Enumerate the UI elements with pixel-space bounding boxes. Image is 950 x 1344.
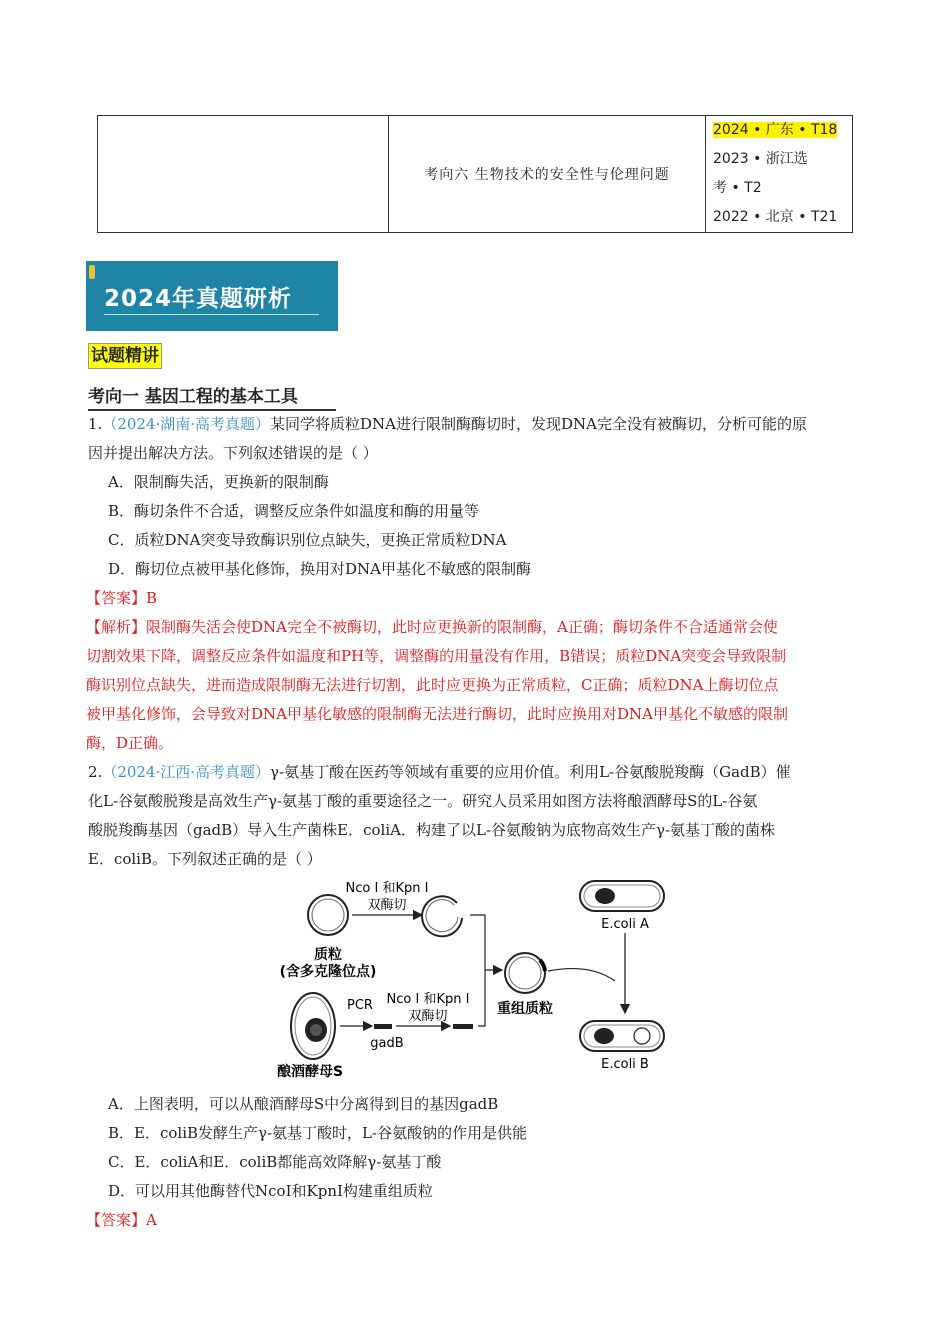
question-2-stem-cont: E．coliB。下列叙述正确的是（ ） — [88, 850, 322, 868]
analysis-line: 【解析】限制酶失活会使DNA完全不被酶切，此时应更换新的限制酶，A正确；酶切条件不合适通常会使 — [86, 618, 778, 636]
gene-cloning-diagram — [270, 873, 690, 1083]
plasmid-label: 质粒 — [314, 947, 342, 963]
question-1-stem-cont: 因并提出解决方法。下列叙述错误的是（ ） — [88, 444, 378, 462]
question-2-stem-cont: 酸脱羧酶基因（gadB）导入生产菌株E．coliA．构建了以L-谷氨酸钠为底物高效生产γ-氨基丁酸的菌株 — [88, 821, 776, 839]
source-line: 2023 • 浙江选 — [713, 151, 808, 167]
analysis-line: 切割效果下降，调整反应条件如温度和PH等，调整酶的用量没有作用，B错误；质粒DNA突变会导致限制 — [86, 647, 787, 665]
table-cell-topic: 考向六 生物技术的安全性与伦理问题 — [389, 116, 706, 233]
table-cell-empty — [98, 116, 389, 233]
yeast-label: 酿酒酵母S — [276, 1064, 344, 1080]
ecoli-b-icon — [580, 1021, 664, 1051]
section-tag: 试题精讲 — [88, 343, 162, 369]
question-source: （2024·湖南·高考真题） — [102, 415, 271, 433]
question-2-stem: 2.（2024·江西·高考真题）γ-氨基丁酸在医药等领域有重要的应用价值。利用L-谷氨酸脱羧酶（GadB）催 — [88, 763, 791, 781]
enzyme-label: Nco I 和Kpn I — [345, 881, 429, 896]
topic-table — [97, 115, 853, 233]
enzyme-label: 双酶切 — [367, 898, 407, 913]
connector-line — [470, 915, 485, 1026]
source-line: 2022 • 北京 • T21 — [713, 209, 838, 225]
source-line: 考 • T2 — [713, 180, 762, 196]
analysis-line: 酶识别位点缺失，进而造成限制酶无法进行切割，此时应更换为正常质粒，C正确；质粒DNA上酶切位点 — [86, 676, 779, 694]
subheading: 考向一 基因工程的基本工具 — [88, 382, 336, 411]
enzyme-label: 双酶切 — [408, 1009, 448, 1024]
ecoli-a-icon — [580, 881, 664, 911]
question-1-stem: 1.（2024·湖南·高考真题）某同学将质粒DNA进行限制酶酶切时，发现DNA完全没有被酶切，分析可能的原 — [88, 415, 808, 433]
banner-underline — [104, 314, 319, 315]
plasmid-icon — [308, 895, 348, 935]
question-source: （2024·江西·高考真题） — [102, 763, 271, 781]
answer: 【答案】A — [86, 1211, 157, 1229]
enzyme-label: Nco I 和Kpn I — [386, 992, 470, 1007]
answer: 【答案】B — [86, 589, 158, 607]
plasmid-sublabel: (含多克隆位点) — [279, 964, 377, 980]
yeast-cell-icon — [291, 993, 335, 1059]
cut-fragment-icon — [453, 1024, 473, 1029]
pcr-label: PCR — [347, 998, 373, 1013]
cut-plasmid-icon — [422, 896, 462, 936]
connector-line — [548, 969, 615, 981]
option-d: D．可以用其他酶替代NcoⅠ和KpnⅠ构建重组质粒 — [108, 1182, 433, 1200]
option-b: B．酶切条件不合适，调整反应条件如温度和酶的用量等 — [108, 502, 480, 520]
question-2-stem-cont: 化L-谷氨酸脱羧是高效生产γ-氨基丁酸的重要途径之一。研究人员采用如图方法将酿酒酵母S的L-谷氨 — [88, 792, 758, 810]
ecoli-a-label: E.coli A — [601, 917, 649, 932]
option-a: A．限制酶失活，更换新的限制酶 — [108, 473, 329, 491]
option-d: D．酶切位点被甲基化修饰，换用对DNA甲基化不敏感的限制酶 — [108, 560, 532, 578]
option-c: C．E．coliA和E．coliB都能高效降解γ-氨基丁酸 — [108, 1153, 442, 1171]
recombinant-plasmid-icon — [505, 953, 545, 993]
analysis-line: 酶，D正确。 — [86, 734, 174, 752]
analysis-line: 被甲基化修饰，会导致对DNA甲基化敏感的限制酶无法进行酶切，此时应换用对DNA甲基化不敏感的限制 — [86, 705, 788, 723]
ecoli-b-label: E.coli B — [601, 1057, 649, 1072]
option-a: A．上图表明，可以从酿酒酵母S中分离得到目的基因gadB — [108, 1095, 499, 1113]
gadb-label: gadB — [370, 1036, 404, 1051]
recombinant-plasmid-label: 重组质粒 — [497, 1001, 553, 1017]
banner-title: 2024年真题研析 — [104, 286, 293, 312]
option-c: C．质粒DNA突变导致酶识别位点缺失，更换正常质粒DNA — [108, 531, 507, 549]
highlighted-source: 2024 • 广东 • T18 — [713, 122, 838, 138]
gene-fragment-icon — [374, 1024, 392, 1029]
option-b: B．E．coliB发酵生产γ-氨基丁酸时，L-谷氨酸钠的作用是供能 — [108, 1124, 528, 1142]
banner-accent — [89, 265, 95, 279]
table-cell-sources — [706, 116, 853, 233]
